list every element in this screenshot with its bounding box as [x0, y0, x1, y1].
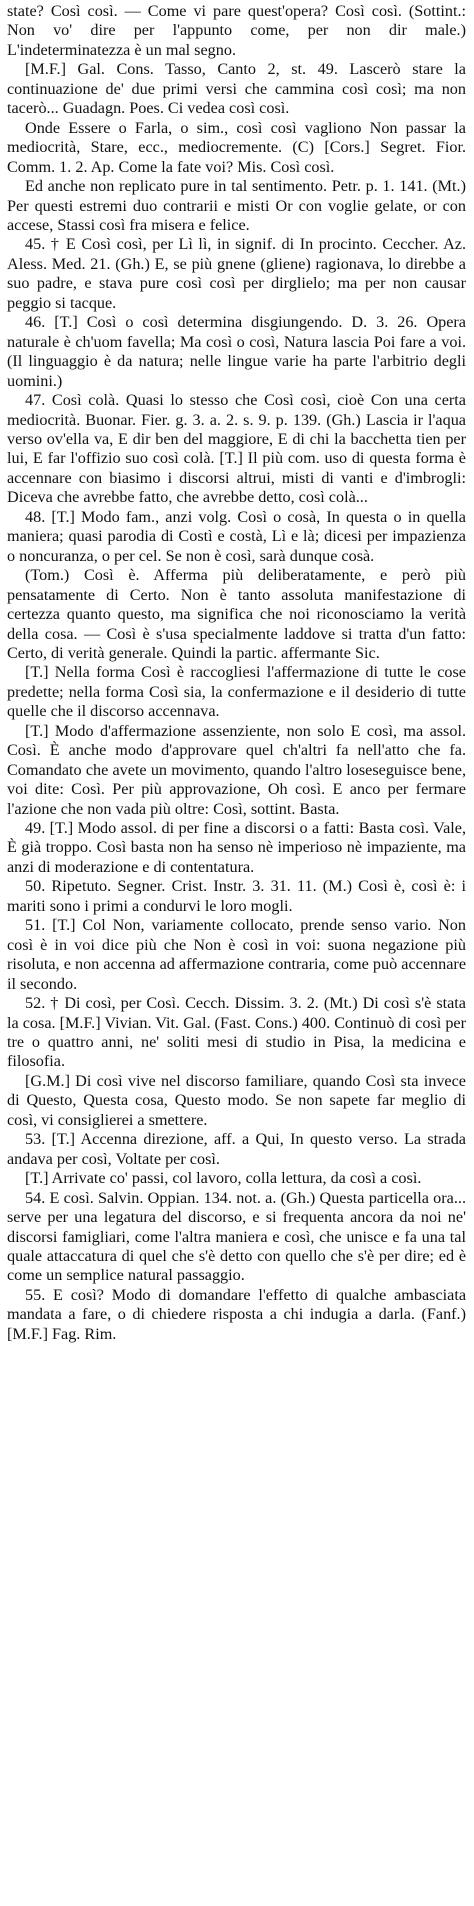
entry-paragraph: 45. † E Così così, per Lì lì, in signif. di In procinto. Ceccher. Az. Aless. Med. 21. (Gh.) E, se più gnene (gliene) ragionava, lo direbbe a suo padre, e stava pure così così per dirglielo; ma per non causar peggio si tacque. [7, 235, 471, 312]
entry-paragraph: 55. E così? Modo di domandare l'effetto di qualche ambasciata mandata a fare, o di chiedere risposta a chi indugia a darla. (Fanf.) [M.F.] Fag. Rim. [7, 1285, 471, 1343]
entry-paragraph: [T.] Nella forma Così è raccogliesi l'affermazione di tutte le cose predette; nella forma Così sia, la confermazione e il desiderio di tutte quelle che il discorso accennava. [7, 663, 471, 721]
entry-paragraph: [T.] Modo d'affermazione assenziente, non solo E così, ma assol. Così. È anche modo d'approvare quel ch'altri fa nell'atto che fa. Comandato che avete un movimento, quando l'altro loseseguisce bene, voi dite: Così. Per più approvazione, Oh così. E anco per fermare l'azione che non vada più oltre: Così, sottint. Basta. [7, 721, 471, 818]
entry-paragraph: Ed anche non replicato pure in tal sentimento. Petr. p. 1. 141. (Mt.) Per questi estremi duo contrarii e misti Or con voglie gelate, or con accese, Stassi così fra misera e felice. [7, 177, 471, 234]
entry-paragraph: 46. [T.] Così o così determina disgiungendo. D. 3. 26. Opera naturale è ch'uom favella; Ma così o così, Natura lascia Poi fare a voi. (Il linguaggio è da natura; nelle lingue varie ha parte l'arbitrio degli uomini.) [7, 313, 471, 390]
entry-paragraph: 54. E così. Salvin. Oppian. 134. not. a. (Gh.) Questa particella ora... serve per una legatura del discorso, e si frequenta ancora da noi ne' discorsi famigliari, come l'altra maniera e così, che unisce e fa una tal quale attaccatura di quel che s'è detto con quello che s'è per dire; ed è come un semplice natural passaggio. [7, 1188, 471, 1285]
entry-paragraph: [T.] Arrivate co' passi, col lavoro, colla lettura, da così a così. [25, 1169, 422, 1188]
entry-paragraph: 47. Così colà. Quasi lo stesso che Così così, cioè Con una certa mediocrità. Buonar. Fier. g. 3. a. 2. s. 9. p. 139. (Gh.) Lascia ir l'aqua verso ov'ella va, E dir ben del maggiore, E di chi la bacchetta tien per lui, E far l'offizio suo così colà. [T.] Il più com. uso di questa forma è accennare con biasimo i discorsi altrui, misti di vanti e d'imbrogli: Diceva che avrebbe fatto, che avrebbe detto, così colà... [7, 391, 471, 507]
entry-paragraph: [G.M.] Di così vive nel discorso familiare, quando Così sta invece di Questo, Questa cosa, Questo modo. Se non sapete far meglio di così, vi consiglierei a smettere. [7, 1071, 471, 1129]
entry-paragraph: 53. [T.] Accenna direzione, aff. a Qui, In questo verso. La strada andava per così, Voltate per così. [7, 1130, 471, 1168]
entry-paragraph: [M.F.] Gal. Cons. Tasso, Canto 2, st. 49. Lascerò stare la continuazione de' due primi versi che cammina così così; ma non tacerò... Guadagn. Poes. Ci vedea così così. [7, 60, 471, 118]
entry-paragraph: 50. Ripetuto. Segner. Crist. Instr. 3. 31. 11. (M.) Così è, così è: i mariti sono i primi a condurvi le loro mogli. [7, 877, 471, 915]
entry-paragraph: 49. [T.] Modo assol. di per fine a discorsi o a fatti: Basta così. Vale, È già troppo. Così basta non ha senso nè imperioso nè impaziente, ma anzi di moderazione e di contentatura. [7, 819, 471, 876]
entry-paragraph: 51. [T.] Col Non, variamente collocato, prende senso vario. Non così è in voi dice più che Non è così in voi: suona negazione più risoluta, e non accenna ad affermazione contraria, come può accennare il secondo. [7, 916, 471, 993]
entry-paragraph: state? Così così. — Come vi pare quest'opera? Così così. (Sottint.: Non vo' dire per l'appunto come, per non dir male.) L'indeterminatezza è un mal segno. [7, 2, 471, 59]
entry-paragraph: 48. [T.] Modo fam., anzi volg. Così o cosà, In questa o in quella maniera; quasi parodia di Costì e costà, Lì e là; dicesi per impazienza o noncuranza, o per cel. Se non è così, sarà dunque cosà. [7, 507, 471, 565]
entry-paragraph: (Tom.) Così è. Afferma più deliberatamente, e però più pensatamente di Certo. Non è tanto assoluta manifestazione di certezza quanto questo, ma significa che noi riconosciamo la verità della cosa. — Così è s'usa specialmente laddove si tratta d'un fatto: Certo, di verità generale. Quindi la partic. affermante Sic. [7, 566, 471, 662]
entry-paragraph: 52. † Di così, per Così. Cecch. Dissim. 3. 2. (Mt.) Di così s'è stata la cosa. [M.F.] Vivian. Vit. Gal. (Fast. Cons.) 400. Continuò di così per tre o quattro anni, ne' soliti mesi di studio in Pisa, la medicina e filosofia. [7, 994, 471, 1071]
entry-paragraph: Onde Essere o Farla, o sim., così così vagliono Non passar la mediocrità, Stare, ecc., mediocremente. (C) [Cors.] Segret. Fior. Comm. 1. 2. Ap. Come la fate voi? Mis. Così così. [7, 118, 471, 176]
